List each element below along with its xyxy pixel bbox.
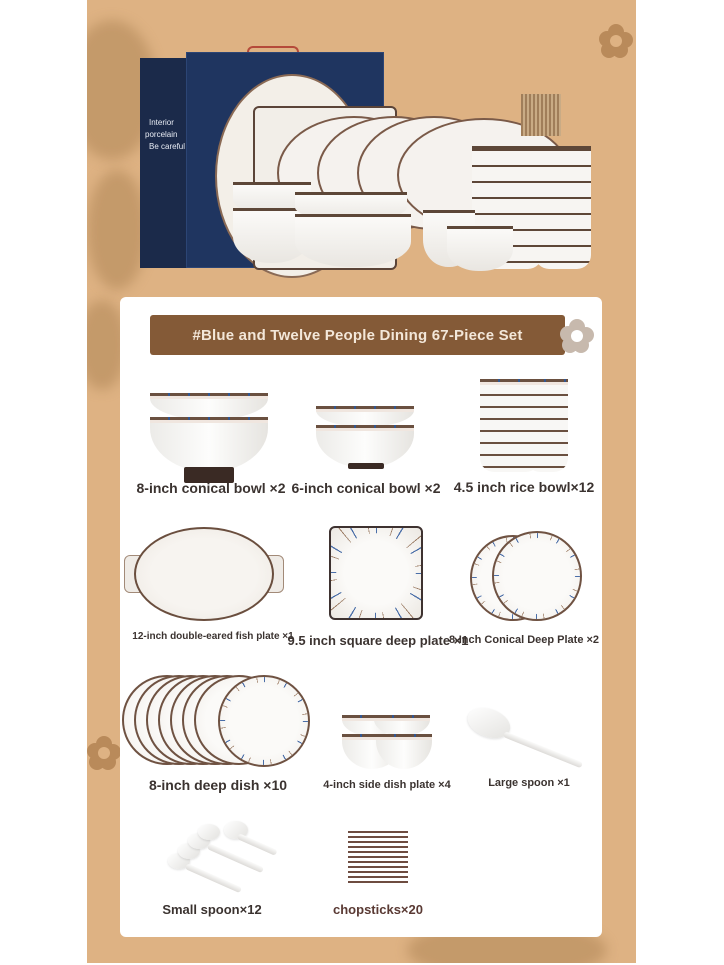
rice-bowl-stack [526,379,568,472]
item-label: 12-inch double-eared fish plate ×1 [132,631,294,642]
flower-decoration-icon [87,736,121,770]
item-label: 4-inch side dish plate ×4 [323,779,451,791]
hero-chopsticks [521,94,561,136]
bowl-image [150,393,268,420]
product-poster [87,0,636,963]
item-label: chopsticks×20 [333,902,423,917]
plate-pattern [220,677,308,765]
set-title-banner [150,315,565,355]
hero-rice-bowls [535,146,591,269]
small-spoon-handle [237,833,278,856]
item-label: 8-inch deep dish ×10 [148,777,288,793]
small-spoon-image [198,824,220,840]
item-label: Large spoon ×1 [488,777,570,789]
deep-plate-image [492,531,582,621]
square-plate-image [329,526,423,620]
item-label: Small spoon×12 [162,902,262,917]
item-label: 9.5 inch square deep plate ×1 [287,633,469,648]
bowl-image [316,406,414,427]
flower-decoration-icon [560,319,594,353]
set-title: #Blue and Twelve People Dining 67-Piece Set [192,326,523,344]
gift-box-side [140,58,186,268]
hero-product-image [87,0,636,295]
set-contents-card [120,297,602,937]
item-label: 8-Inch Conical Deep Plate ×2 [448,634,600,646]
box-text-line: Be careful [149,142,186,151]
bowl-image [316,425,414,468]
bowl-image [150,417,268,472]
hero-bowl [295,214,411,267]
box-text-line: Interior [149,118,174,127]
bowl-foot [348,463,384,469]
plate-pattern [494,533,580,619]
gift-box-text [145,117,185,153]
chopsticks-image [348,831,408,885]
hero-side-dish [447,226,513,271]
large-spoon-handle [503,731,583,768]
item-label: 8-inch conical bowl ×2 [136,480,286,496]
small-spoon-handle [207,843,264,873]
fish-plate-image [134,527,274,621]
plate-pattern [331,528,421,618]
deep-dish-image [218,675,310,767]
box-text-line: porcelain [145,130,178,139]
item-label: 6-inch conical bowl ×2 [291,480,441,496]
item-label: 4.5 inch rice bowl×12 [453,479,595,495]
small-spoon-handle [185,863,242,893]
